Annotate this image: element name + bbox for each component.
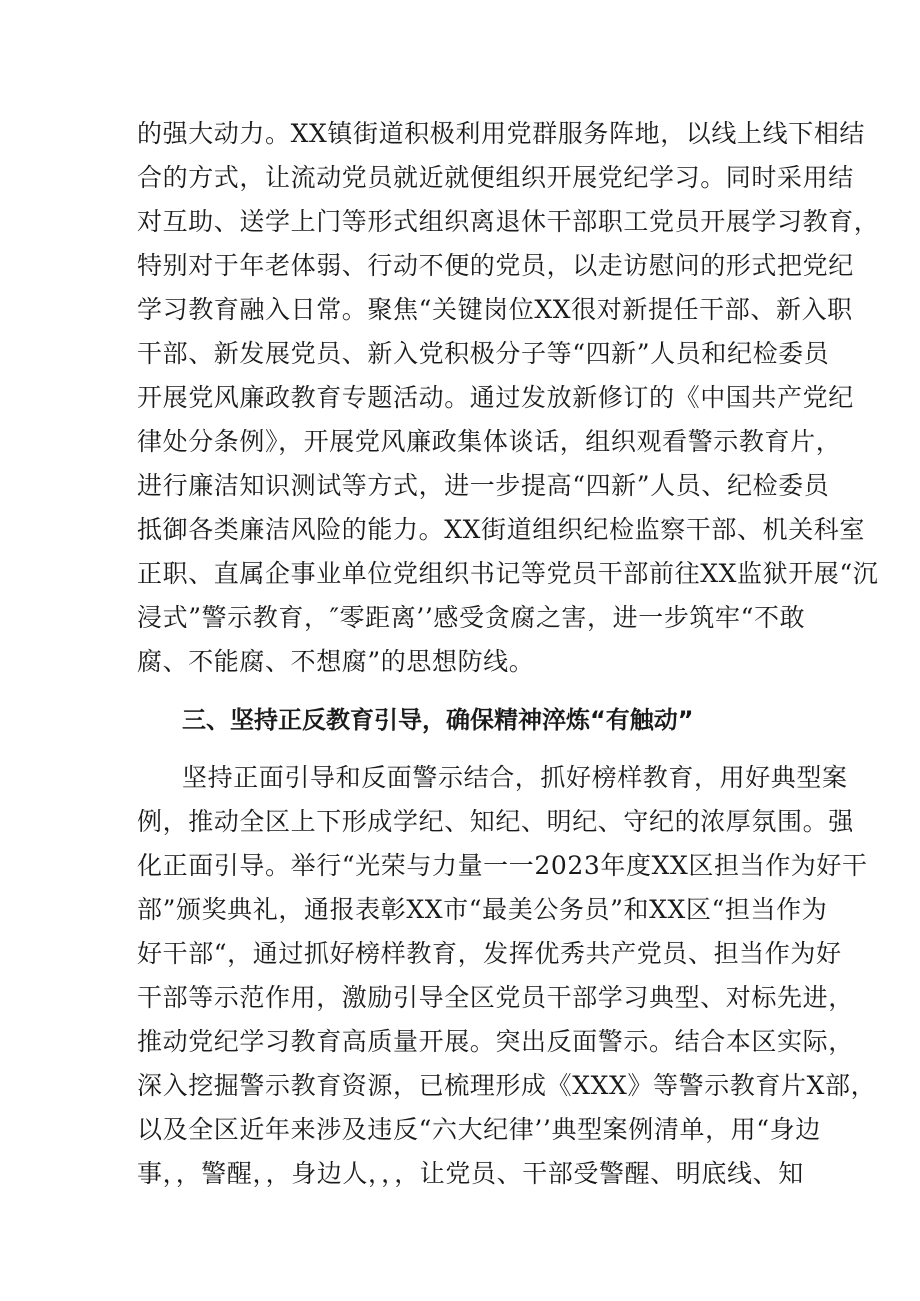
paragraph2-line-5: 好干部“，通过抓好榜样教育，发挥优秀共产党员、担当作为好: [137, 939, 842, 968]
paragraph1-line-5: 学习教育融入日常。聚焦“关键岗位XX很对新提任干部、新入职: [137, 295, 853, 324]
section-heading: 三、坚持正反教育引导，确保精神淬炼“有触动”: [182, 706, 694, 734]
paragraph1-line-2: 合的方式，让流动党员就近就便组织开展党纪学习。同时采用结: [137, 163, 854, 192]
paragraph1-line-13: 腐、不能腐、不想腐”的思想防线。: [137, 647, 535, 676]
paragraph2-line-8: 深入挖掘警示教育资源，已梳理形成《XXX》等警示教育片X部，: [137, 1071, 877, 1100]
paragraph1-line-6: 干部、新发展党员、新入党积极分子等“四新”人员和纪检委员: [137, 339, 830, 368]
paragraph1-line-4: 特别对于年老体弱、行动不便的党员，以走访慰问的形式把党纪: [137, 251, 854, 280]
paragraph1-line-8: 律处分条例》，开展党风廉政集体谈话，组织观看警示教育片，: [137, 427, 842, 456]
paragraph2-line-2: 例，推动全区上下形成学纪、知纪、明纪、守纪的浓厚氛围。强: [137, 807, 854, 836]
paragraph2-line-4: 部”颁奖典礼，通报表彰XX市“最美公务员”和XX区“担当作为: [137, 895, 828, 924]
paragraph1-line-1: 的强大动力。XX镇街道积极利用党群服务阵地，以线上线下相结: [137, 119, 865, 148]
paragraph1-line-11: 正职、直属企事业单位党组织书记等党员干部前往XX监狱开展“沉: [137, 559, 879, 588]
paragraph2-line-7: 推动党纪学习教育高质量开展。突出反面警示。结合本区实际，: [137, 1027, 854, 1056]
paragraph2-line-6: 干部等示范作用，激励引导全区党员干部学习典型、对标先进，: [137, 983, 854, 1012]
paragraph1-line-9: 进行廉洁知识测试等方式，进一步提高“四新”人员、纪检委员: [137, 471, 830, 500]
paragraph2-line-1: 坚持正面引导和反面警示结合，抓好榜样教育，用好典型案: [182, 763, 848, 792]
paragraph2-line-3: 化正面引导。举行“光荣与力量一一2023年度XX区担当作为好干: [137, 851, 868, 880]
paragraph1-line-12: 浸式”警示教育，″零距离’’感受贪腐之害，进一步筑牢“不敢: [137, 603, 806, 632]
paragraph2-line-10: 事，，警醒，，身边人，，，让党员、干部受警醒、明底线、知: [137, 1159, 804, 1188]
paragraph2-line-9: 以及全区近年来涉及违反“六大纪律’’典型案例清单，用“身边: [137, 1115, 821, 1144]
paragraph1-line-7: 开展党风廉政教育专题活动。通过发放新修订的《中国共产党纪: [137, 383, 854, 412]
paragraph1-line-3: 对互助、送学上门等形式组织离退休干部职工党员开展学习教育，: [137, 207, 880, 236]
paragraph1-line-10: 抵御各类廉洁风险的能力。XX街道组织纪检监察干部、机关科室: [137, 515, 865, 544]
